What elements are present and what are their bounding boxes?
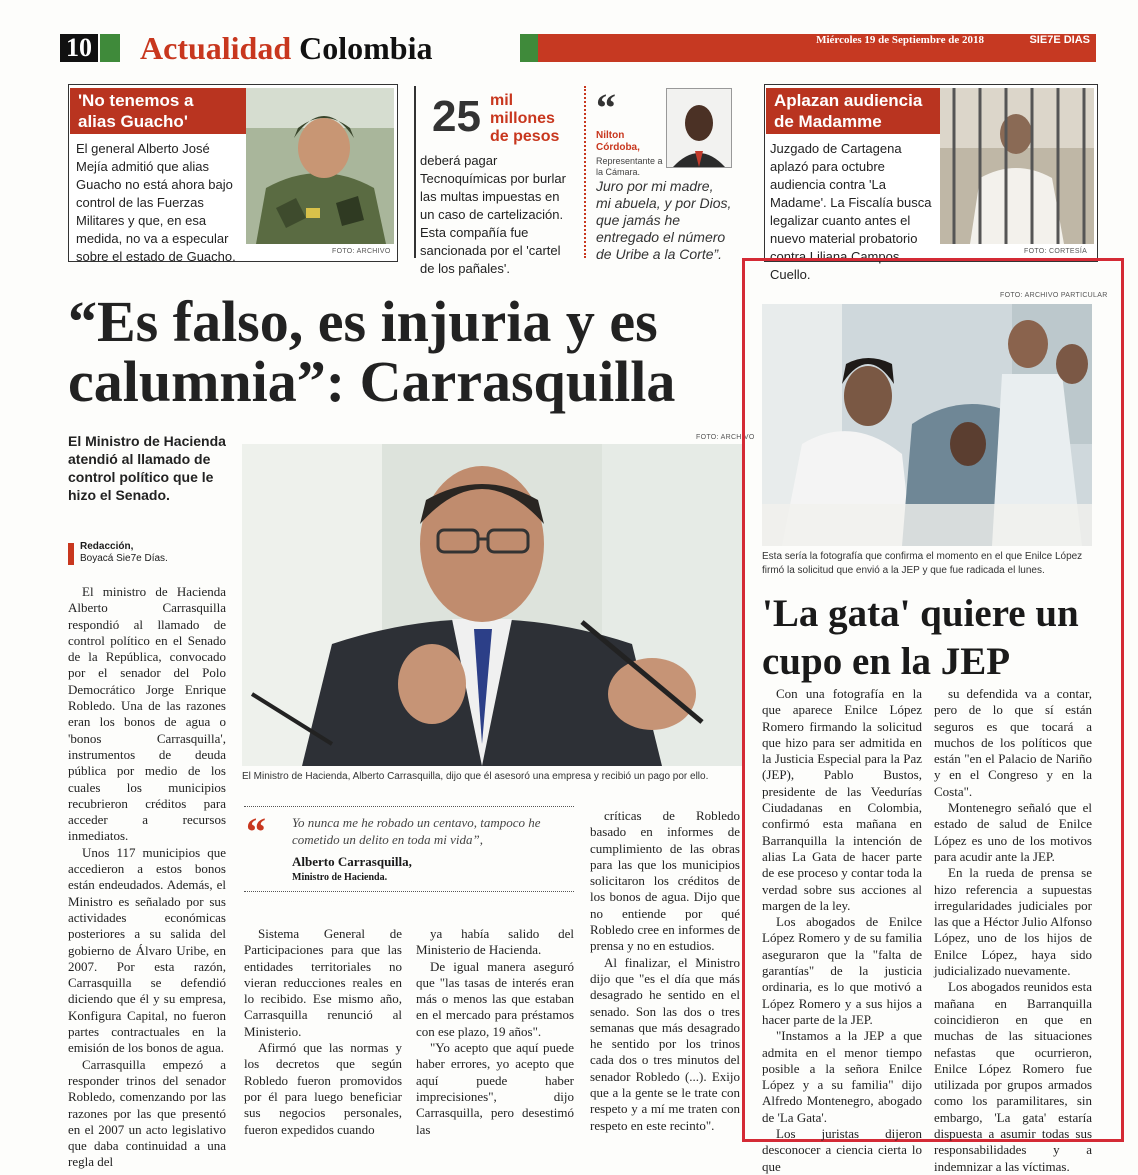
- brief-guacho-title: [70, 88, 246, 134]
- brief-guacho-text: El general Alberto José Mejía admitió que alias Guacho no está ahora bajo control de las Fuerzas Militares y que, en esa medida, no va a especular sobre el estado de Guacho.: [76, 141, 236, 264]
- brief-madamme-credit: FOTO: CORTESÍA: [1024, 248, 1088, 255]
- highlight-column-2: [934, 686, 1092, 1175]
- main-paragraph: Al finalizar, el Ministro dijo que "es el día que más desagrado he sentido en el senado. Son las dos o tres semanas que más desagrado he sentido por los trinos cada dos o tres minutos del senador Robledo (...). Exijo que a la gente se le trate con respeto y a mí me traten con respeto en este recinto".: [590, 954, 740, 1133]
- section-title-part1: Actualidad: [140, 30, 292, 66]
- byline-source: Boyacá Sie7e Días.: [80, 553, 168, 564]
- brief-guacho-title-line1: 'No tenemos a: [78, 91, 194, 110]
- highlight-paragraph: Montenegro señaló que el estado de salud de Enilce López es uno de los motivos para acudir ante la JEP.: [934, 800, 1092, 864]
- main-photo-caption: El Ministro de Hacienda, Alberto Carrasquilla, dijo que él asesoró una empresa y recibió un pago por ello.: [242, 771, 709, 782]
- unit-line3: de pesos: [490, 128, 560, 145]
- section-title: [140, 30, 432, 67]
- header-strip: [520, 34, 1096, 62]
- main-headline: “Es falso, es injuria y es calumnia”: Carrasquilla: [68, 289, 676, 414]
- brief-madamme-text: Juzgado de Cartagena aplazó para octubre audiencia contra 'La Madame'. La Fiscalía busca legalizar cuanto antes el nuevo material probatorio contra Liliana Campos Cuello.: [770, 141, 932, 282]
- highlight-paragraph: Con una fotografía en la que aparece Enilce López Romero firmando la solicitud que hizo para ser admitida en la Justicia Especial para la Paz (JEP), Pablo Bustos, presidente de las Veedurías Ciudadanas en Colombia, confirmó esta mañana en Barranquilla la intención de alias La Gata de hacer parte de ese proceso y contar toda la verdad sobre sus acciones al margen de la ley.: [762, 686, 922, 913]
- main-column-4: [590, 808, 740, 1134]
- brief-madamme-title: [766, 88, 942, 134]
- brief-quote-name: Nilton Córdoba,: [596, 130, 640, 153]
- issue-date: Miércoles 19 de Septiembre de 2018: [816, 34, 984, 46]
- main-paragraph: Unos 117 municipios que accedieron a estos bonos están endeudados. Además, el Ministro es señalado por sus actividades económicas posteriores a su salida del gobierno de Álvaro Uribe, en 2007. Por esta razón, Carrasquilla se defendió diciendo que él y su empresa, Konfigura Capital, no fueron partes contractuales en la emisión de los bonos de agua.: [68, 844, 226, 1056]
- pull-quote-text: Yo nunca me he robado un centavo, tampoco he cometido un delito en toda mi vida”,: [292, 815, 541, 847]
- main-paragraph: El ministro de Hacienda Alberto Carrasquilla respondió al llamado de control político en el Senado de la República, convocado por el senador del Polo Democrático Jorge Enrique Robledo. Una de las razones eran los bonos de agua o 'bonos Carrasquilla', instrumentos de deuda pública por medio de los cuales los municipios recubrieron créditos para acceder a recursos inmediatos.: [68, 584, 226, 844]
- main-paragraph: Carrasquilla empezó a responder trinos del senador Robledo, comenzando por las razones por las que presentó en el 2007 un acto legislativo que daba continuidad a una regla del: [68, 1056, 226, 1170]
- main-column-2: [244, 926, 402, 1138]
- main-photo-credit: FOTO: ARCHIVO: [696, 434, 755, 441]
- brief-number-unit: [490, 92, 559, 146]
- main-paragraph: "Yo acepto que aquí puede haber errores, yo acepto que aquí puede haber imprecisiones", dijo Carrasquilla, pero desestimó las: [416, 1040, 574, 1137]
- highlight-paragraph: "Instamos a la JEP a que admita en el menor tiempo posible a la señora Enilce López y a su familia" dijo Alfredo Montenegro, abogado de 'La Gata'.: [762, 1028, 922, 1125]
- header-strip-green: [520, 34, 538, 62]
- highlight-paragraph: En la rueda de prensa se hizo referencia a supuestas irregularidades judiciales por las que a Héctor Julio Alfonso López, uno de los hijos de Enilce López, haya sido judicializado nuevamente.: [934, 865, 1092, 979]
- highlight-column-1: [762, 686, 922, 1175]
- minister-photo: [242, 444, 742, 766]
- highlight-paragraph: Los abogados de Enilce López Romero y de su familia aseguraron que la "falta de garantías" de la justicia ordinaria, es lo que motivó a López Romero y a sus hijos a hacer parte de la JEP.: [762, 914, 922, 1027]
- pull-quote-role: Ministro de Hacienda.: [292, 872, 388, 883]
- soldier-photo: [246, 88, 394, 244]
- main-paragraph: De igual manera aseguró que "las tasas de interés eran más o menos las que estaban en el mercado para préstamos con ese plazo, 19 años".: [416, 958, 574, 1039]
- unit-line2: millones: [490, 110, 555, 127]
- header-green-block: [100, 34, 120, 62]
- byline: [80, 541, 168, 565]
- brief-divider: [414, 86, 416, 258]
- main-paragraph: Afirmó que las normas y los decretos que según Robledo fueron promovidos por él para luego beneficiar sus negocios personales, fueron expedidos cuando: [244, 1040, 402, 1137]
- byline-label: Redacción,: [80, 541, 134, 552]
- highlight-photo-credit: FOTO: ARCHIVO PARTICULAR: [1000, 292, 1108, 299]
- brief-quote-mark: “: [596, 85, 616, 130]
- highlight-headline: 'La gata' quiere un cupo en la JEP: [762, 592, 1079, 683]
- brief-quote-text: Juro por mi madre, mi abuela, y por Dios, que jamás he entregado el número de Uribe a la Corte”.: [596, 178, 732, 262]
- main-column-1: [68, 584, 226, 1171]
- brief-tecnoquimicas-text: deberá pagar Tecnoquímicas por burlar las multas impuestas en un caso de cartelización. Esta compañía fue sancionada por el 'cartel de los pañales'.: [420, 153, 566, 276]
- main-column-3: [416, 926, 574, 1138]
- brand-logo: SIE7E DIAS: [1029, 34, 1090, 46]
- main-deck: El Ministro de Hacienda atendió al llamado de control político que le hizo el Senado.: [68, 433, 226, 503]
- unit-line1: mil: [490, 92, 514, 109]
- highlight-paragraph: Los juristas dijeron desconocer a ciencia cierta lo que: [762, 1126, 922, 1174]
- pull-quote-author: Alberto Carrasquilla,: [292, 854, 412, 869]
- main-paragraph: Sistema General de Participaciones para que las entidades territoriales no vieran reducciones reales en lo recibido. Ese mismo año, Carrasquilla renunció al Ministerio.: [244, 926, 402, 1039]
- main-paragraph: ya había salido del Ministerio de Hacienda.: [416, 926, 574, 958]
- highlight-photo-caption: Esta sería la fotografía que confirma el momento en el que Enilce López firmó la solicitud que envió a la JEP y que fue radicada el lunes.: [762, 551, 1083, 576]
- highlight-paragraph: Los abogados reunidos esta mañana en Barranquilla coincidieron en que en muchas de las situaciones nefastas que ocurrieron, Enilce López Romero fue utilizada por grupos armados como los paramilitares, sin embargo, 'La gata' estaría dispuesta a asumir todas sus responsabilidades y a indemnizar a las víctimas.: [934, 979, 1092, 1174]
- highlight-paragraph: su defendida va a contar, pero de lo que sí están seguros es que tocará a muchos de los políticos que están "en el Palacio de Nariño y en el Congreso y en la Costa".: [934, 686, 1092, 799]
- main-paragraph: críticas de Robledo basado en informes de cumplimiento de las obras para las que los municipios solicitaron los créditos de los bonos de agua. Dijo que no entiende por qué Robledo cree en informes de prensa y no en estudios.: [590, 808, 740, 954]
- brief-guacho-title-line2: alias Guacho': [78, 112, 188, 131]
- madamme-photo: [940, 88, 1094, 244]
- brief-madamme-title-line1: Aplazan audiencia: [774, 91, 923, 110]
- dotted-separator: [584, 86, 586, 258]
- byline-marker: [68, 543, 74, 565]
- brief-madamme-title-line2: de Madamme: [774, 112, 882, 131]
- brief-number: 25: [432, 92, 481, 141]
- brief-quote-role: Representante a la Cámara.: [596, 156, 663, 177]
- section-title-part2: Colombia: [299, 30, 433, 66]
- nilton-cordoba-photo: [666, 88, 732, 168]
- brief-guacho-credit: FOTO: ARCHIVO: [332, 248, 391, 255]
- la-gata-photo: [762, 304, 1092, 546]
- pull-quote-mark: “: [246, 809, 266, 854]
- page-number: 10: [60, 34, 98, 62]
